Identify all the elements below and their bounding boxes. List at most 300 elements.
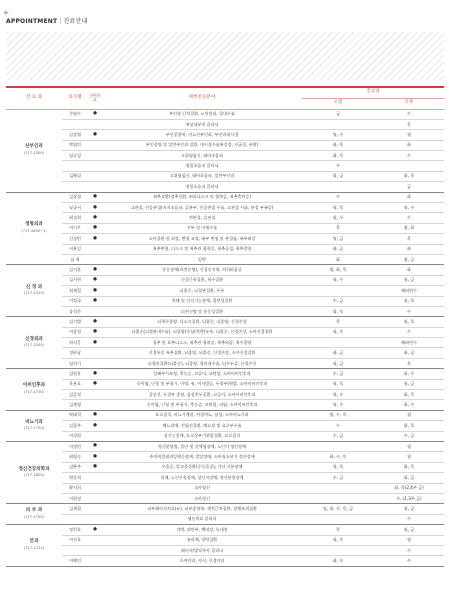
table-row [6, 213, 444, 223]
doctor-name: 최영숙 [62, 452, 88, 462]
department-cell [6, 369, 62, 411]
specialty-text: 치매, 노인우울장애, 성인지장애, 정신분열장애 [102, 473, 302, 483]
doctor-name: 이정민 [62, 442, 88, 452]
pm-schedule: 월, 금 [374, 254, 444, 264]
am-schedule: 월, 화, 목 [302, 265, 374, 275]
am-schedule: 월, 금 [302, 234, 374, 244]
table-row [6, 109, 444, 119]
table-row [6, 473, 444, 483]
specialty-text: 경추 및 요추디스크, 척추관 협착증, 척추외상, 척수종양 [102, 338, 302, 348]
doctor-name: 이시우 [62, 223, 88, 233]
header-specialty: 세부전공분야 [102, 87, 302, 109]
select-marker [88, 140, 102, 150]
table-row [6, 296, 444, 306]
table-row [6, 348, 444, 358]
am-schedule: 수, 금 [302, 431, 374, 441]
department-name: 이비인후과 [22, 383, 46, 389]
am-schedule: 수 [302, 161, 374, 171]
doctor-name: 김세형 [62, 400, 88, 410]
pm-schedule: 수 [374, 306, 444, 316]
select-marker: ● [88, 234, 102, 244]
department-phone: (717-1750) [23, 514, 45, 519]
doctor-name [62, 182, 88, 192]
pm-schedule: 화, 금 [374, 348, 444, 358]
specialty-text: 피부레이저치료(뉴), 피부종양학, 색전근처질환, 결체조직질환 [102, 504, 302, 514]
select-marker: ● [88, 275, 102, 285]
select-marker [88, 473, 102, 483]
doctor-name: 김재철 [62, 504, 88, 514]
pm-schedule: 화, 목 [374, 171, 444, 181]
table-row [6, 317, 444, 327]
specialty-text: 레이저/발작주사 클리닉 [102, 545, 302, 555]
doctor-name [62, 119, 88, 129]
doctor-name: 남궁서 [62, 203, 88, 213]
pm-schedule: 월, 목 [374, 317, 444, 327]
header-select: 선택진료 [88, 87, 102, 109]
doctor-name: 이창섭 [62, 327, 88, 337]
department-name: 비뇨기과 [25, 419, 43, 425]
doctor-name [62, 514, 88, 524]
specialty-text: 견관절, 슬관절 [102, 213, 302, 223]
am-schedule: 화, 수 [302, 556, 374, 566]
table-row [6, 119, 444, 129]
specialty-text: 우울증, 알코올질환(중독물질), 기타 기분장애 [102, 462, 302, 472]
select-marker [88, 244, 102, 254]
pm-schedule: 해외연수 [374, 338, 444, 348]
doctor-name: 황지희 [62, 483, 88, 493]
am-schedule: 월, 목 [302, 203, 374, 213]
specialty-text: 척추질환(경추질환, 허리디스크 및 협착증, 척추측만증) [102, 192, 302, 202]
select-marker [88, 161, 102, 171]
schedule-body [6, 109, 444, 566]
pm-schedule: 수 [374, 327, 444, 337]
plus-mark-icon: + [3, 9, 10, 17]
am-schedule: 화, 금 [302, 244, 374, 254]
doctor-name: 김원홍 [62, 369, 88, 379]
pm-schedule: 수 [374, 514, 444, 524]
department-cell [6, 109, 62, 192]
specialty-text: 뇌혈관질환(뇌졸중), 뇌종양, 혈관내수술, 뇌수두증, 신경손상 [102, 358, 302, 368]
specialty-text: 척추변형, 디스크 및 척추관 협착증, 척추골절, 척추종양 [102, 244, 302, 254]
am-schedule: 수 [302, 421, 374, 431]
header-brand: APPOINTMENT [6, 18, 58, 25]
department-name: 산부인과 [25, 144, 43, 150]
pm-schedule: 월, 화 [374, 223, 444, 233]
specialty-text: 정신분열병, 불안 및 신체형장애, 노인기 정신장애 [102, 442, 302, 452]
pm-schedule: 수 [374, 151, 444, 161]
doctor-name: 임희기 [62, 358, 88, 368]
pm-schedule: 월, 금 [374, 379, 444, 389]
am-schedule: 목 [302, 525, 374, 535]
am-schedule: 수 [302, 192, 374, 202]
pm-schedule: 수, 금 [374, 431, 444, 441]
table-row [6, 556, 444, 566]
table-row [6, 244, 444, 254]
doctor-name: 신성민 [62, 234, 88, 244]
specialty-text: 중이염, 난청 및 부청기, 축농증, 코막힘, 비염, 소아이비인후과 [102, 400, 302, 410]
specialty-text: 중이염, 난청 및 부청기, 이명, 귀, 어지럼증, 두경부(원발, 소아이비인후과 [102, 379, 302, 389]
select-marker: ● [88, 286, 102, 296]
pm-schedule [374, 161, 444, 171]
specialty-text: 부인종양 및 일반부인과 질환, 내시경수술복강경, 자궁경, 유방) [102, 140, 302, 150]
doctor-name: 허지응 [62, 338, 88, 348]
table-row [6, 275, 444, 285]
department-phone: (717-1520) [23, 291, 45, 296]
table-row [6, 223, 444, 233]
table-row [6, 151, 444, 161]
am-schedule: 화, 금 [302, 171, 374, 181]
table-row [6, 483, 444, 493]
specialty-text: 부인종양학, 비뇨산부인과, 부인과내시경 [102, 130, 302, 140]
table-row [6, 254, 444, 264]
pm-schedule: 해외연수 [374, 286, 444, 296]
select-marker [88, 358, 102, 368]
department-cell [6, 265, 62, 317]
am-schedule: 월, 수 [302, 400, 374, 410]
am-schedule: 월, 목 [302, 462, 374, 472]
table-row [6, 514, 444, 524]
pm-schedule: 화, 목 [374, 462, 444, 472]
am-schedule [302, 286, 374, 296]
doctor-name: 정진호 [62, 525, 88, 535]
pm-schedule: 수 [374, 545, 444, 555]
department-cell [6, 410, 62, 441]
doctor-name: 김서현 [62, 275, 88, 285]
select-marker: ● [88, 327, 102, 337]
table-row [6, 286, 444, 296]
am-schedule: 월, 수 [302, 130, 374, 140]
department-name: 피 부 과 [25, 508, 43, 514]
department-name: 정형외과 [25, 222, 43, 228]
specialty-text: 유리체, 망막질환 [102, 535, 302, 545]
specialty-text: 고위험임신, 태아초음파, 일반부인과 [102, 171, 302, 181]
am-schedule: 월, 목 [302, 379, 374, 389]
am-schedule: 월, 금 [302, 358, 374, 368]
specialty-text: 고관절, 인공관절(지지초음파, 골관부, 인공관절 수술, 고관절 시술, 관절 부족증) [102, 203, 302, 213]
table-row [6, 379, 444, 389]
pm-schedule: 화, 목 [374, 421, 444, 431]
department-name: 정신건강의학과 [18, 466, 50, 472]
doctor-name: 남 혁 [62, 254, 88, 264]
am-schedule [302, 338, 374, 348]
specialty-text: 신경근육질환, 척수질환 [102, 275, 302, 285]
doctor-name: 박철민 [62, 140, 88, 150]
select-marker [88, 504, 102, 514]
doctor-name: 이성원 [62, 431, 88, 441]
select-marker: ● [88, 109, 102, 119]
pm-schedule: 금 [374, 182, 444, 192]
table-row [6, 130, 444, 140]
doctor-name: 육용호 [62, 379, 88, 389]
select-marker [88, 171, 102, 181]
am-schedule: 화, 수, 목 [302, 452, 374, 462]
table-row [6, 306, 444, 316]
specialty-text: 소아정신 [102, 483, 302, 493]
select-marker: ● [88, 317, 102, 327]
specialty-text: 고위험임신, 태아초음파 [102, 151, 302, 161]
pm-schedule: 수 [374, 109, 444, 119]
doctor-name: 박준혁 [62, 473, 88, 483]
doctor-name: 김갑정 [62, 390, 88, 400]
table-row [6, 182, 444, 192]
page-header: + APPOINTMENT | 진료안내 [3, 9, 88, 25]
department-cell [6, 504, 62, 525]
department-name: 신 경 과 [25, 284, 43, 290]
pm-schedule: 화, 금 [374, 473, 444, 483]
department-phone: (717-1630~1) [21, 228, 47, 233]
am-schedule: 수, 금 [302, 296, 374, 306]
doctor-name: 김지훈 [62, 265, 88, 275]
select-marker: ● [88, 130, 102, 140]
select-marker [88, 348, 102, 358]
select-marker: ● [88, 421, 102, 431]
am-schedule: 수, 금 [302, 369, 374, 379]
doctor-name: 김해실 [62, 171, 88, 181]
specialty-text: 냉동치료 클리닉 [102, 514, 302, 524]
select-marker: ● [88, 265, 102, 275]
specialty-text: 수부 및 미세수술 [102, 223, 302, 233]
am-schedule: 금 [302, 109, 374, 119]
header-doctor: 의사명 [62, 87, 88, 109]
table-row [6, 140, 444, 150]
specialty-text: 배뇨장애, 전립선질환, 배뇨장 및 요로부수술 [102, 421, 302, 431]
pm-schedule: 월, 금 [374, 504, 444, 514]
specialty-text: 정밀초음파 클리닉 [102, 182, 302, 192]
specialty-text: 뇌척수종양, 디스크질환, 뇌졸중, 뇌종양, 신경손상 [102, 317, 302, 327]
pm-schedule: 월 [374, 130, 444, 140]
department-phone: (717-1700) [23, 390, 45, 395]
department-cell [6, 192, 62, 265]
header-am: 오전 [302, 98, 374, 109]
select-marker: ● [88, 369, 102, 379]
schedule-table [6, 86, 444, 567]
table-row [6, 265, 444, 275]
doctor-name [62, 545, 88, 555]
specialty-text: 정밀초음파 클리닉 [102, 161, 302, 171]
am-schedule [302, 545, 374, 555]
doctor-name: 김창주 [62, 421, 88, 431]
specialty-text: 각막, 외안부, 백내장, 녹내장 [102, 525, 302, 535]
am-schedule: 화, 목 [302, 140, 374, 150]
am-schedule: 월, 수 [302, 275, 374, 285]
header-dept: 진 료 과 [6, 87, 62, 109]
table-row [6, 462, 444, 472]
pm-schedule: 화, 목(2,4주 금) [374, 483, 444, 493]
table-row [6, 327, 444, 337]
department-cell [6, 317, 62, 369]
table-row [6, 431, 444, 441]
header-schedule: 진료일 [302, 87, 444, 98]
am-schedule [302, 493, 374, 503]
am-schedule [302, 483, 374, 493]
pm-schedule: 화 [374, 140, 444, 150]
specialty-text: 일반 [102, 254, 302, 264]
pm-schedule: 월 [374, 442, 444, 452]
pm-schedule: 수 [374, 556, 444, 566]
table-row [6, 525, 444, 535]
pm-schedule: 월 [374, 410, 444, 420]
table-row [6, 452, 444, 462]
pm-schedule: 월, 금 [374, 275, 444, 285]
select-marker [88, 182, 102, 192]
pm-schedule: 수, (1,3주 금) [374, 493, 444, 503]
header-pm: 오후 [374, 98, 444, 109]
table-row [6, 369, 444, 379]
select-marker: ● [88, 462, 102, 472]
decorative-stripe-band [6, 32, 444, 80]
table-row [6, 504, 444, 514]
table-row [6, 338, 444, 348]
am-schedule: 화, 목 [302, 151, 374, 161]
specialty-text: 갑상선, 두경부 종양, 음성후두질환, 코골이, 소아이비인후과 [102, 390, 302, 400]
doctor-name: 최성혁 [62, 213, 88, 223]
specialty-text: 뇌졸중, 뇌혈관질환, 두통 [102, 286, 302, 296]
select-marker [88, 556, 102, 566]
pm-schedule: 화, 수 [374, 369, 444, 379]
doctor-name: 이정국 [62, 296, 88, 306]
select-marker [88, 254, 102, 264]
pm-schedule: 화 [374, 192, 444, 202]
doctor-name: 정하남 [62, 348, 88, 358]
select-marker [88, 390, 102, 400]
select-marker: ● [88, 410, 102, 420]
pm-schedule: 월 [374, 535, 444, 545]
specialty-text: 뇌졸중(뇌혈관내수술), 뇌종양(중심(전략)두통, 뇌졸중, 신경손상, 소아신경질환 [102, 327, 302, 337]
am-schedule [302, 182, 374, 192]
select-marker: ● [88, 296, 102, 306]
table-row [6, 535, 444, 545]
select-marker [88, 151, 102, 161]
department-cell [6, 442, 62, 504]
specialty-text: 치매 및 인지기능장애, 경련성질환 [102, 296, 302, 306]
pm-schedule: 월, 목 [374, 296, 444, 306]
table-row [6, 545, 444, 555]
table-row [6, 358, 444, 368]
doctor-name: 이현정 [62, 493, 88, 503]
doctor-name: 김기범 [62, 317, 88, 327]
specialty-text: 신경통증 척추질환, 뇌종양, 뇌졸중, 신경손상, 소아신경질환 [102, 348, 302, 358]
specialty-text: 주의력결핍과잉행동장애, 발달장애, 소아청소년기 정신장애 [102, 452, 302, 462]
am-schedule: 월, 수 [302, 213, 374, 223]
am-schedule: 월, 수 [302, 535, 374, 545]
am-schedule: 화, 목 [302, 306, 374, 316]
table-row [6, 171, 444, 181]
table-row [6, 442, 444, 452]
doctor-name: 송석준 [62, 306, 88, 316]
am-schedule: 수, 금 [302, 473, 374, 483]
department-phone: (717-1750) [23, 426, 45, 431]
department-phone: (717-1550) [23, 343, 45, 348]
specialty-text: 뇌전신병 및 운동성질환 [102, 306, 302, 316]
select-marker: ● [88, 338, 102, 348]
doctor-name [62, 161, 88, 171]
pm-schedule: 목 [374, 119, 444, 129]
department-name: 안과 [29, 539, 39, 545]
am-schedule [302, 514, 374, 524]
specialty-text: 소아안과, 사시, 신경안과 [102, 556, 302, 566]
doctor-name: 이해인 [62, 556, 88, 566]
am-schedule: 월, 수 [302, 390, 374, 400]
pm-schedule: 수 [374, 213, 444, 223]
table-row [6, 234, 444, 244]
specialty-text: 요로결석, 비뇨기계암, 여성비뇨, 남성, 소아비뇨기과 [102, 410, 302, 420]
specialty-text: 일혜부가보정, 축농증, 코골이, 코막힘, 소아이비인후과 [102, 369, 302, 379]
am-schedule: 화 [302, 254, 374, 264]
table-row [6, 493, 444, 503]
pm-schedule: 월, 금 [374, 525, 444, 535]
select-marker [88, 493, 102, 503]
specialty-text: 소아정신 [102, 493, 302, 503]
pm-schedule: 화 [374, 265, 444, 275]
table-row [6, 410, 444, 420]
specialty-text: 운동장애(파킨슨병), 신경인지학, 어지러움증 [102, 265, 302, 275]
table-row [6, 421, 444, 431]
doctor-name: 최재철 [62, 286, 88, 296]
doctor-name: 임순성 [62, 151, 88, 161]
am-schedule: 월, 수, 목 [302, 410, 374, 420]
doctor-name: 이선호 [62, 535, 88, 545]
am-schedule: 목 [302, 223, 374, 233]
am-schedule: 화, 금 [302, 348, 374, 358]
department-phone: (717-1500) [23, 151, 45, 156]
select-marker [88, 400, 102, 410]
specialty-text: 부인과 난치질환, 노년관리, 질내수술 [102, 109, 302, 119]
select-marker: ● [88, 525, 102, 535]
select-marker [88, 306, 102, 316]
table-row [6, 192, 444, 202]
doctor-name: 김상엽 [62, 130, 88, 140]
header-title: 진료안내 [63, 18, 88, 25]
select-marker [88, 535, 102, 545]
specialty-text: 여성내분비 클리닉 [102, 119, 302, 129]
pm-schedule: 화, 수 [374, 400, 444, 410]
department-name: 신경외과 [25, 336, 43, 342]
select-marker [88, 514, 102, 524]
select-marker [88, 483, 102, 493]
doctor-name: 손영수 [62, 109, 88, 119]
select-marker: ● [88, 379, 102, 389]
select-marker: ● [88, 442, 102, 452]
select-marker: ● [88, 192, 102, 202]
doctor-name: 서용일 [62, 244, 88, 254]
department-cell [6, 525, 62, 567]
select-marker [88, 431, 102, 441]
am-schedule: 월, 수 [302, 327, 374, 337]
doctor-name: 김완주 [62, 462, 88, 472]
department-phone: (717-1800) [23, 473, 45, 478]
pm-schedule: 월, 수 [374, 203, 444, 213]
table-row [6, 203, 444, 213]
select-marker: ● [88, 203, 102, 213]
department-phone: (717-1723) [23, 545, 45, 550]
pm-schedule: 화 [374, 244, 444, 254]
am-schedule [302, 119, 374, 129]
select-marker [88, 119, 102, 129]
doctor-name: 김상철 [62, 192, 88, 202]
table-row [6, 161, 444, 171]
pm-schedule: 월 [374, 452, 444, 462]
am-schedule [302, 442, 374, 452]
table-row [6, 390, 444, 400]
pm-schedule: 화, 목 [374, 390, 444, 400]
am-schedule: 목 [302, 317, 374, 327]
select-marker: ● [88, 213, 102, 223]
doctor-name: 박태석 [62, 410, 88, 420]
pm-schedule: 목 [374, 358, 444, 368]
table-row [6, 400, 444, 410]
select-marker [88, 545, 102, 555]
am-schedule: 월, 화, 수, 목, 금 [302, 504, 374, 514]
